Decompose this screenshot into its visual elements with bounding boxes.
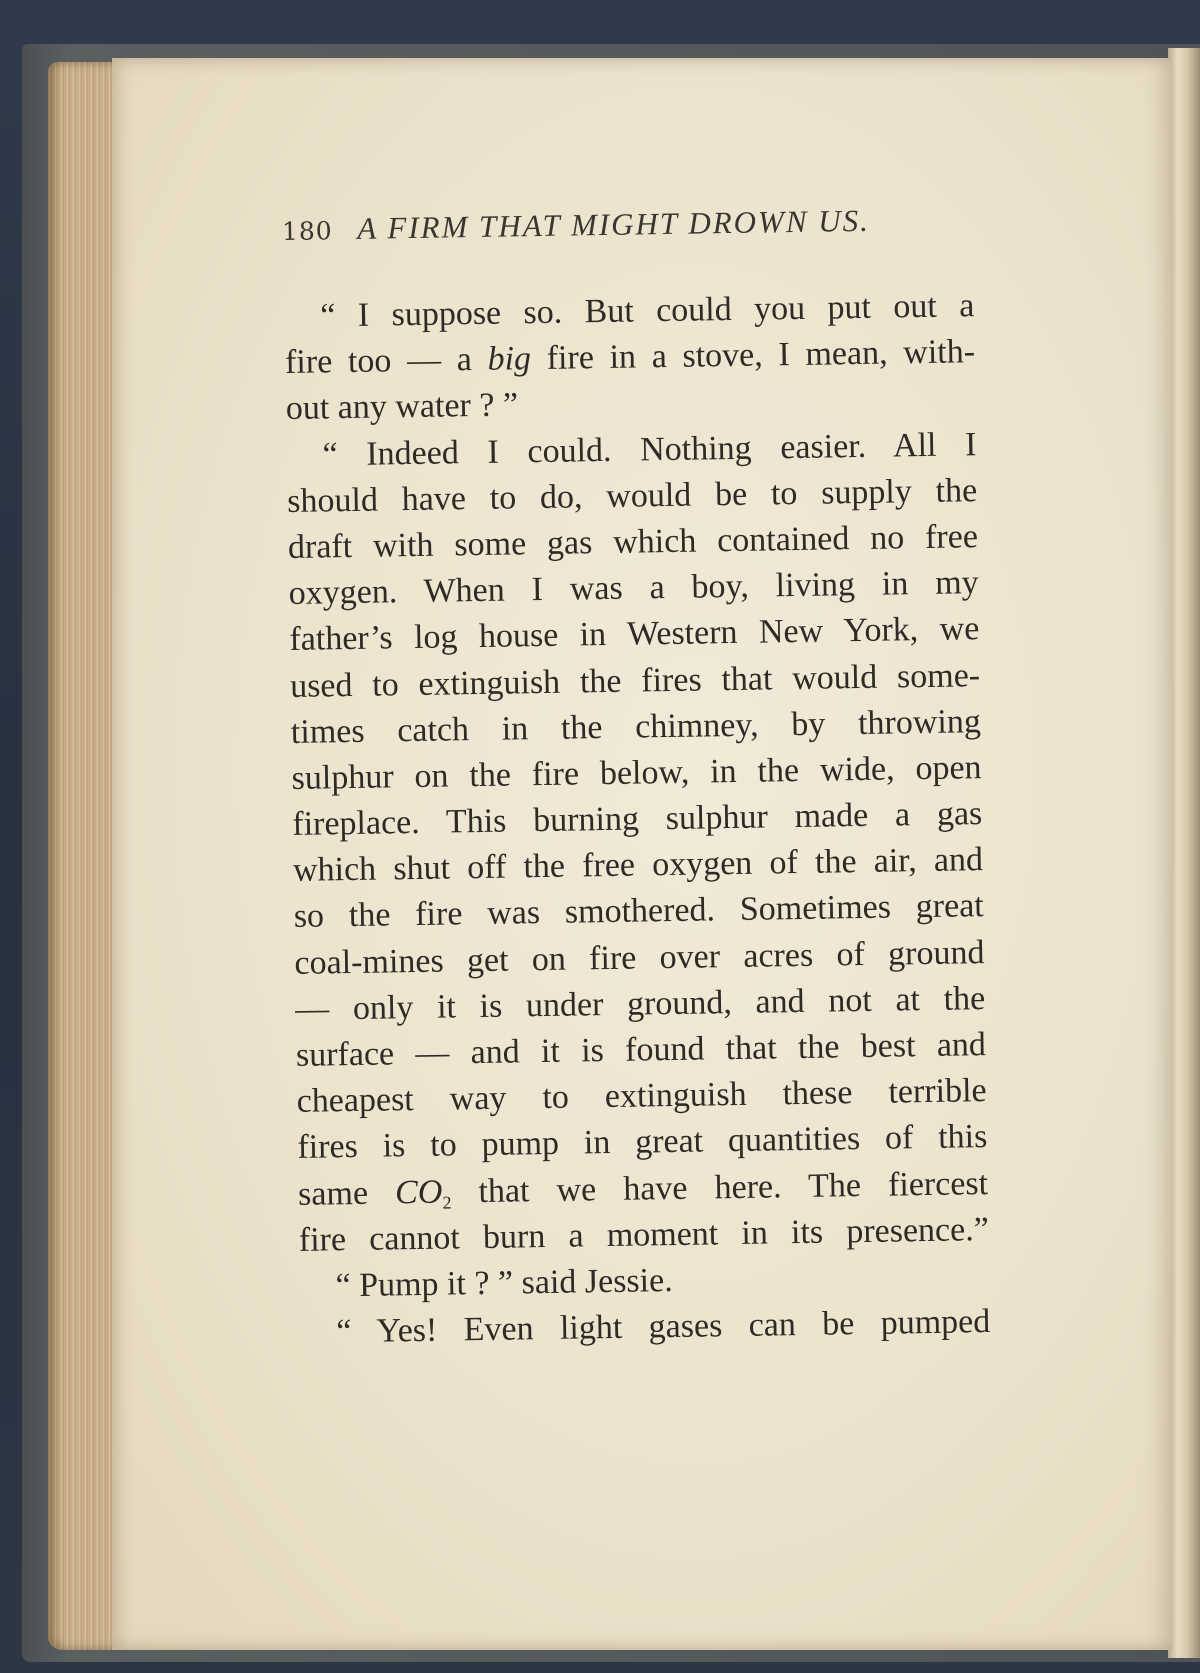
text-line: “ Indeed I could. Nothing easier. All I <box>322 425 977 473</box>
text-line: — only it is under ground, and not at the <box>294 979 986 1028</box>
text-line: sulphur on the fire below, in the wide, open <box>291 748 982 797</box>
text-line: oxygen. When I was a boy, living in my <box>288 564 979 613</box>
text-line: same $CO_2$ that we have here. The fiercest <box>297 1164 989 1213</box>
text-line: which shut off the free oxygen of the air, and <box>292 841 984 890</box>
text-line: “ I suppose so. But could you put out a <box>320 287 975 335</box>
text-line: “ Pump it ? ” said Jessie. <box>335 1261 673 1305</box>
text-line: used to extinguish the fires that would some- <box>289 656 981 705</box>
italic-word: CO <box>394 1173 443 1211</box>
text-line: fires is to pump in great quantities of this <box>297 1118 988 1167</box>
text-line: father’s log house in Western New York, we <box>289 610 980 659</box>
text-line: times catch in the chimney, by throwing <box>290 702 982 751</box>
italic-word: big <box>487 340 532 378</box>
text-line: fire cannot burn a moment in its presence.” <box>298 1210 990 1259</box>
text-line: out any water ? ” <box>285 386 519 428</box>
text-line: cheapest way to extinguish these terrible <box>296 1072 987 1121</box>
page-number: 180 <box>281 216 333 246</box>
text-line: “ Yes! Even light gases can be pumped <box>336 1303 991 1351</box>
text-line: so the fire was smothered. Sometimes great <box>293 887 984 936</box>
text-line: draft with some gas which contained no free <box>287 518 979 566</box>
body-text <box>284 283 1001 1356</box>
running-title: A FIRM THAT MIGHT DROWN US. <box>356 202 871 246</box>
text-line: fireplace. This burning sulphur made a gas <box>292 795 983 843</box>
facing-page-edge <box>1168 48 1200 1658</box>
text-line: fire too — a big fire in a stove, I mean, with- <box>284 333 976 382</box>
text-line: surface — and it is found that the best and <box>295 1026 987 1074</box>
text-line: should have to do, would be to supply the <box>286 471 978 520</box>
subscript: 2 <box>442 1192 452 1213</box>
text-line: coal-mines get on fire over acres of ground <box>294 933 985 982</box>
